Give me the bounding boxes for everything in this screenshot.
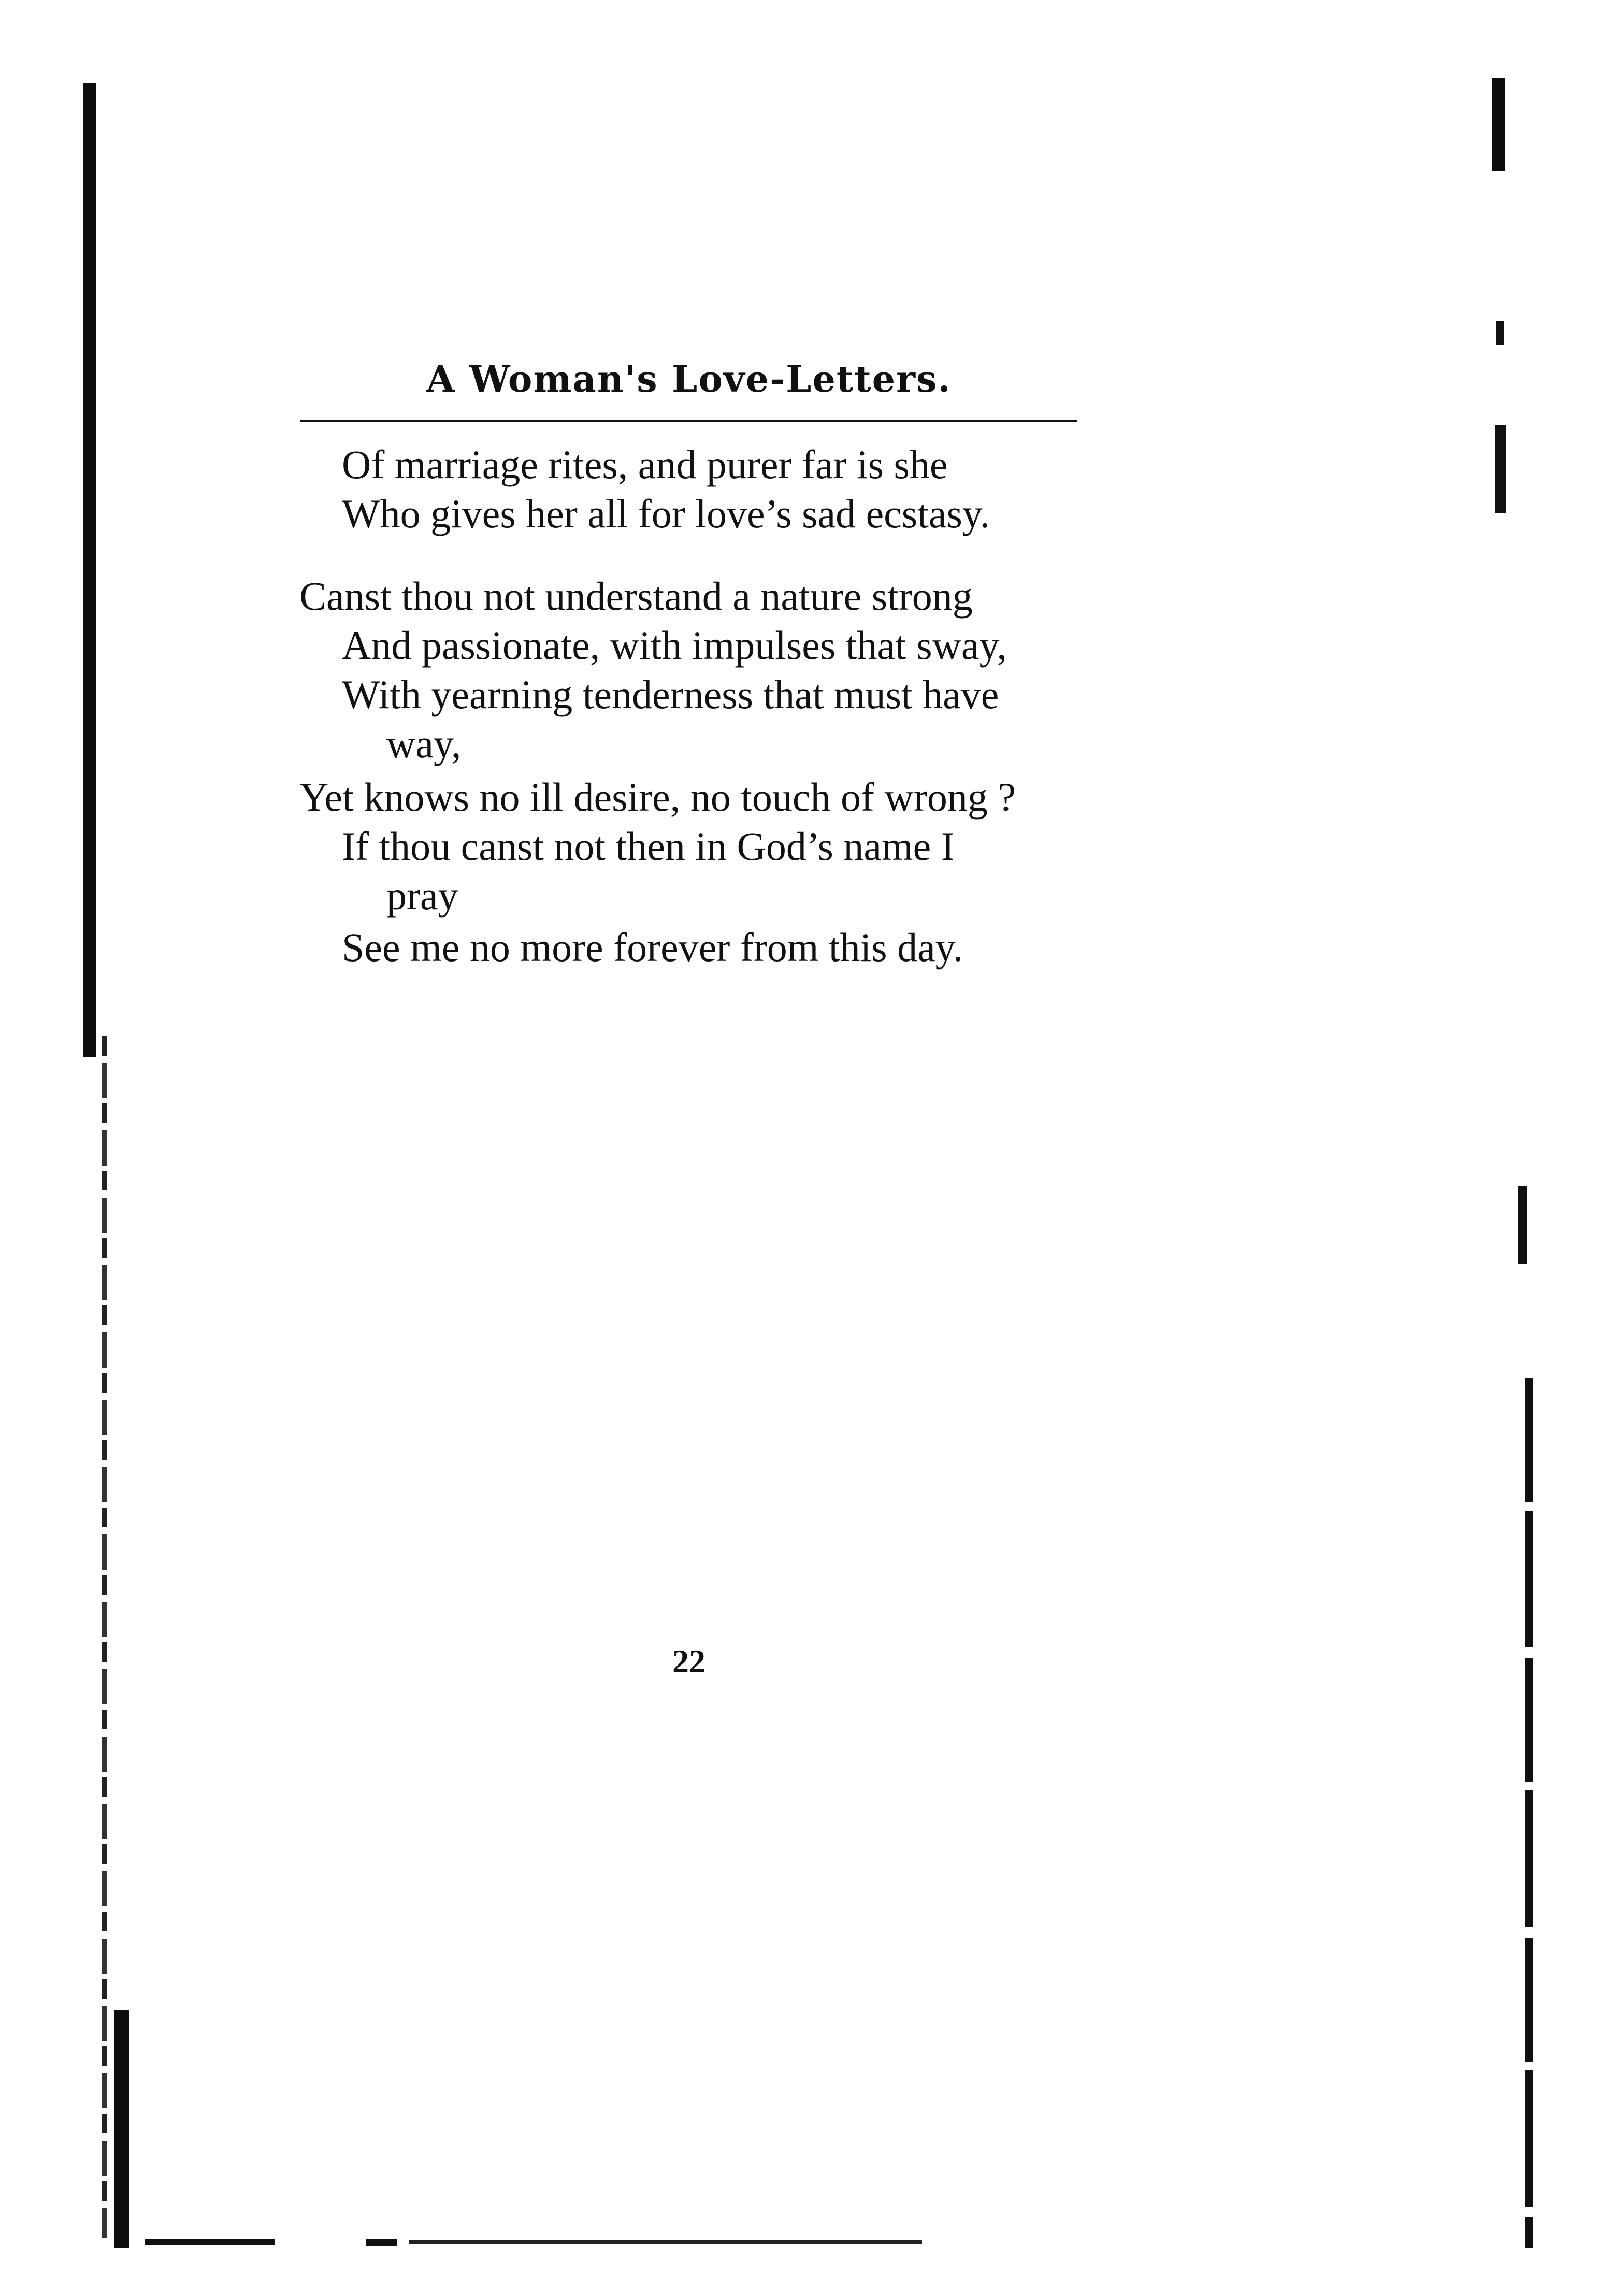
- poem-line-9: pray: [386, 873, 458, 918]
- running-title: A Woman's Love-Letters.: [426, 357, 952, 400]
- poem-line-6: way,: [386, 721, 462, 766]
- poem-line-8: If thou canst not then in God’s name I: [342, 824, 955, 869]
- poem-line-10: See me no more forever from this day.: [342, 925, 963, 970]
- poem-line-3: Canst thou not understand a nature strong: [299, 573, 973, 619]
- page-number: 22: [672, 1643, 705, 1680]
- poem-line-2: Who gives her all for love’s sad ecstasy.: [342, 491, 990, 536]
- poem-line-1: Of marriage rites, and purer far is she: [342, 442, 948, 487]
- poem-line-5: With yearning tenderness that must have: [342, 672, 999, 717]
- poem-line-4: And passionate, with impulses that sway,: [342, 623, 1007, 668]
- poem-line-7: Yet knows no ill desire, no touch of wrong ?: [299, 774, 1016, 820]
